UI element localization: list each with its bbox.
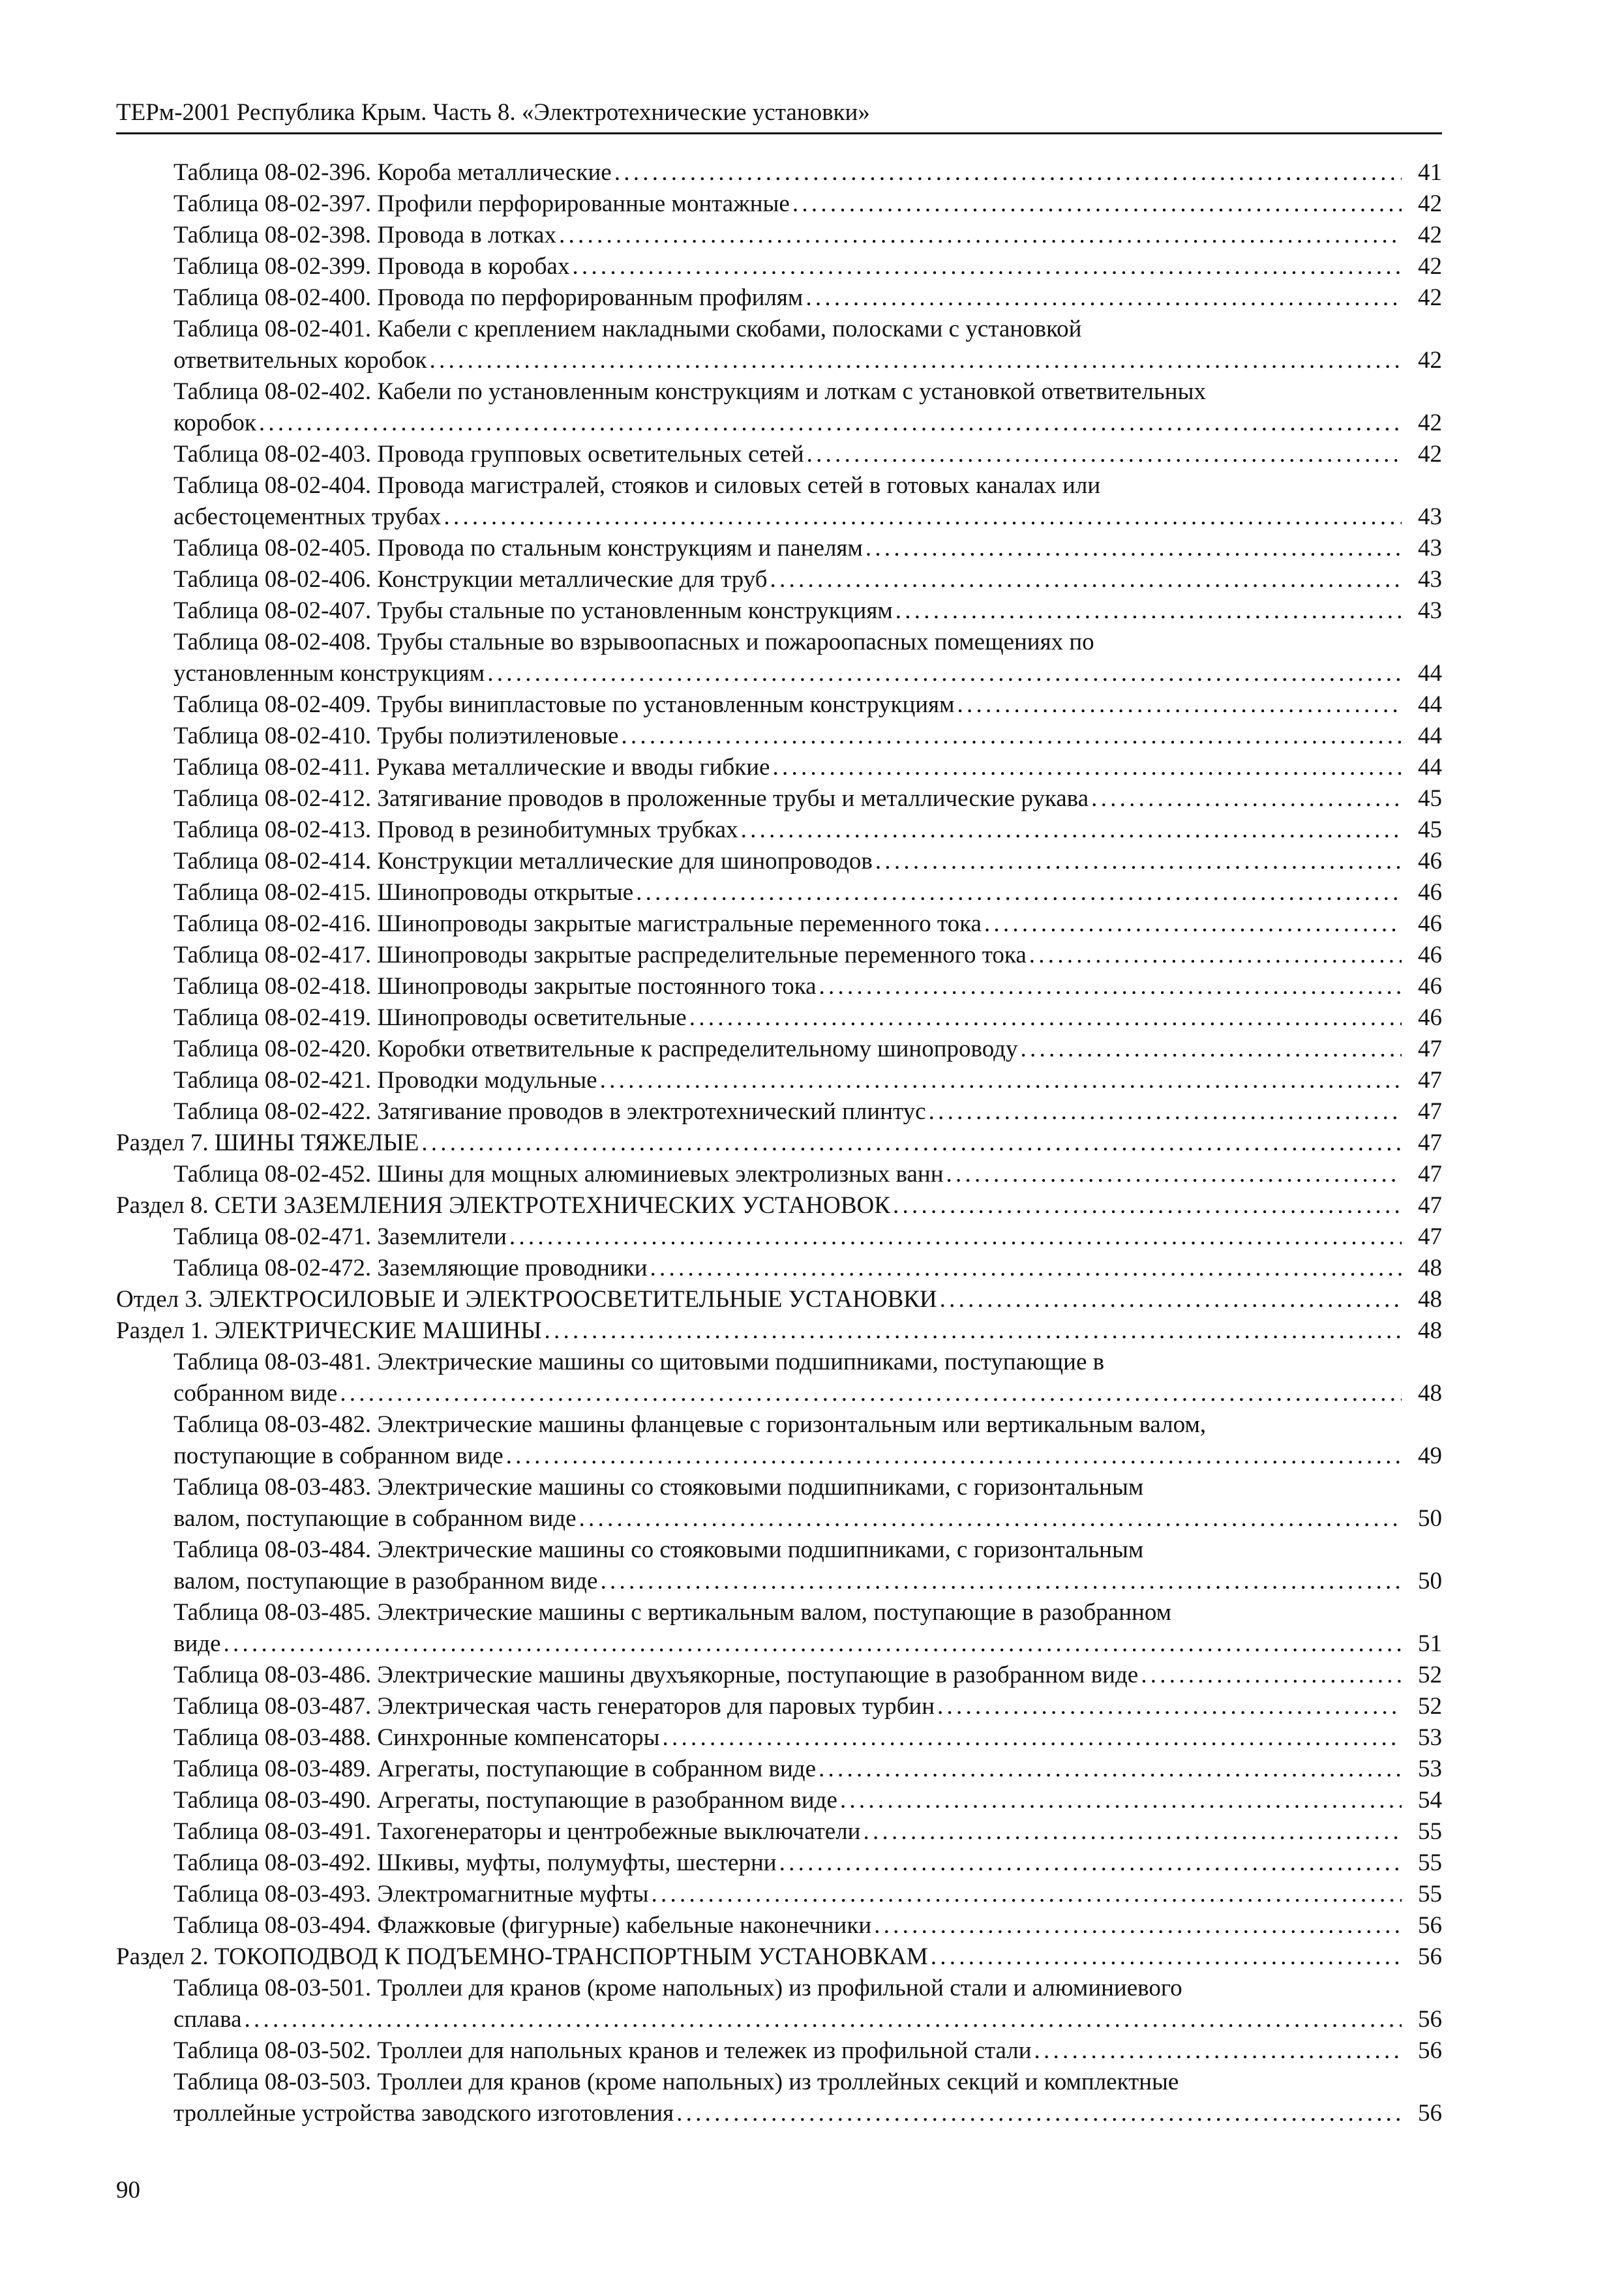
- dot-leader: [929, 1096, 1402, 1128]
- toc-entry-text: валом, поступающие в собранном виде: [173, 1505, 577, 1532]
- toc-page-number: 46: [1418, 973, 1442, 1000]
- toc-entry-text: Таблица 08-02-416. Шинопроводы закрытые магистральные переменного тока: [173, 910, 982, 937]
- dot-leader: [937, 1691, 1402, 1722]
- toc-page-number: 56: [1418, 2100, 1442, 2127]
- toc-section-entry[interactable]: [116, 1190, 1442, 1221]
- toc-table-entry[interactable]: [116, 1879, 1442, 1910]
- toc-entry-text: Таблица 08-03-493. Электромагнитные муфты: [173, 1881, 649, 1908]
- toc-page-number: 52: [1418, 1662, 1442, 1688]
- toc-page-number: 47: [1418, 1130, 1442, 1156]
- toc-section-entry[interactable]: [116, 1284, 1442, 1315]
- toc-entry-text: Таблица 08-03-503. Троллеи для кранов (кроме напольных) из троллейных секций и комплектные: [173, 2069, 1179, 2095]
- toc-table-entry[interactable]: [116, 188, 1442, 220]
- toc-page-number: 47: [1418, 1098, 1442, 1125]
- toc-table-entry[interactable]: [116, 940, 1442, 971]
- toc-entry-text: Раздел 7. ШИНЫ ТЯЖЕЛЫЕ: [116, 1130, 419, 1156]
- toc-entry-text: установленным конструкциям: [173, 660, 485, 687]
- toc-table-entry[interactable]: [116, 1722, 1442, 1754]
- toc-table-entry[interactable]: [116, 1096, 1442, 1128]
- toc-page-number: 53: [1418, 1724, 1442, 1751]
- dot-leader: [893, 1190, 1402, 1221]
- dot-leader: [895, 595, 1402, 627]
- toc-entry-text: Таблица 08-02-402. Кабели по установленным конструкциям и лоткам с установкой ответвительных: [173, 378, 1206, 405]
- toc-page-number: 51: [1418, 1630, 1442, 1657]
- dot-leader: [805, 282, 1402, 314]
- toc-table-entry[interactable]: [116, 1754, 1442, 1785]
- dot-leader: [863, 1816, 1402, 1848]
- dot-leader: [224, 1628, 1402, 1660]
- toc-page-number: 47: [1418, 1067, 1442, 1094]
- toc-page-number: 52: [1418, 1693, 1442, 1720]
- toc-entry-text: Таблица 08-02-408. Трубы стальные во взрывоопасных и пожароопасных помещениях по: [173, 629, 1094, 655]
- toc-entry-text: Таблица 08-02-407. Трубы стальные по установленным конструкциям: [173, 597, 893, 624]
- toc-entry-text: Таблица 08-03-484. Электрические машины со стояковыми подшипниками, с горизонтальным: [173, 1536, 1144, 1563]
- toc-entry-text: Таблица 08-02-410. Трубы полиэтиленовые: [173, 723, 619, 749]
- toc-entry-text: Раздел 1. ЭЛЕКТРИЧЕСКИЕ МАШИНЫ: [116, 1317, 542, 1344]
- toc-entry-text: Таблица 08-02-421. Проводки модульные: [173, 1067, 597, 1094]
- toc-page-number: 44: [1418, 660, 1442, 687]
- toc-table-entry[interactable]: [116, 1409, 1442, 1472]
- toc-entry-text: Таблица 08-02-419. Шинопроводы осветительные: [173, 1004, 687, 1031]
- dot-leader: [931, 1941, 1402, 1973]
- toc-table-entry[interactable]: [116, 1534, 1442, 1597]
- toc-page-number: 54: [1418, 1787, 1442, 1814]
- toc-table-entry[interactable]: [116, 877, 1442, 908]
- toc-table-entry[interactable]: [116, 721, 1442, 752]
- toc-page-number: 41: [1418, 159, 1442, 186]
- toc-page-number: 47: [1418, 1223, 1442, 1250]
- toc-page-number: 42: [1418, 410, 1442, 436]
- toc-entry-text: ответвительных коробок: [173, 347, 427, 374]
- dot-leader: [572, 251, 1402, 282]
- toc-table-entry[interactable]: [116, 470, 1442, 533]
- toc-entry-text: Таблица 08-02-404. Провода магистралей, стояков и силовых сетей в готовых каналах или: [173, 472, 1101, 499]
- toc-table-entry[interactable]: [116, 1159, 1442, 1190]
- toc-page-number: 55: [1418, 1881, 1442, 1908]
- toc-table-entry[interactable]: [116, 1002, 1442, 1034]
- dot-leader: [1091, 783, 1402, 815]
- toc-entry-text: коробок: [173, 410, 256, 436]
- toc-table-entry[interactable]: [116, 815, 1442, 846]
- toc-page-number: 42: [1418, 253, 1442, 280]
- toc-entry-text: троллейные устройства заводского изготовления: [173, 2100, 674, 2127]
- toc-page-number: 46: [1418, 910, 1442, 937]
- dot-leader: [840, 1785, 1402, 1816]
- dot-leader: [245, 2004, 1402, 2035]
- dot-leader: [614, 157, 1402, 188]
- toc-page-number: 42: [1418, 190, 1442, 217]
- dot-leader: [940, 1284, 1402, 1315]
- dot-leader: [444, 501, 1402, 533]
- toc-entry-text: Раздел 8. СЕТИ ЗАЗЕМЛЕНИЯ ЭЛЕКТРОТЕХНИЧЕСКИХ УСТАНОВОК: [116, 1192, 890, 1219]
- toc-page-number: 50: [1418, 1568, 1442, 1594]
- toc-page-number: 43: [1418, 597, 1442, 624]
- toc-page-number: 42: [1418, 284, 1442, 311]
- toc-table-entry[interactable]: [116, 689, 1442, 721]
- toc-entry-text: Таблица 08-02-403. Провода групповых осветительных сетей: [173, 441, 804, 468]
- dot-leader: [741, 815, 1402, 846]
- dot-leader: [819, 971, 1402, 1002]
- toc-table-entry[interactable]: [116, 627, 1442, 689]
- toc-table-entry[interactable]: [116, 971, 1442, 1002]
- toc-table-entry[interactable]: [116, 2035, 1442, 2067]
- toc-entry-text: Таблица 08-02-420. Коробки ответвительные к распределительному шинопроводу: [173, 1036, 1018, 1062]
- dot-leader: [600, 1566, 1402, 1597]
- toc-table-entry[interactable]: [116, 783, 1442, 815]
- dot-leader: [651, 1879, 1402, 1910]
- toc-page-number: 48: [1418, 1380, 1442, 1407]
- dot-leader: [865, 533, 1402, 564]
- toc-page-number: 56: [1418, 2037, 1442, 2064]
- toc-page-number: 50: [1418, 1505, 1442, 1532]
- dot-leader: [650, 1253, 1402, 1284]
- toc-entry-text: Таблица 08-02-422. Затягивание проводов в электротехнический плинтус: [173, 1098, 926, 1125]
- toc-table-entry[interactable]: [116, 1065, 1442, 1096]
- toc-entry-text: виде: [173, 1630, 221, 1657]
- toc-entry-text: Таблица 08-03-486. Электрические машины двухъякорные, поступающие в разобранном виде: [173, 1662, 1139, 1688]
- toc-section-entry[interactable]: [116, 1941, 1442, 1973]
- dot-leader: [340, 1378, 1402, 1409]
- toc-table-entry[interactable]: [116, 908, 1442, 940]
- toc-page-number: 47: [1418, 1036, 1442, 1062]
- toc-page-number: 55: [1418, 1818, 1442, 1845]
- toc-entry-text: Таблица 08-03-491. Тахогенераторы и центробежные выключатели: [173, 1818, 861, 1845]
- dot-leader: [545, 1315, 1402, 1347]
- toc-entry-text: Раздел 2. ТОКОПОДВОД К ПОДЪЕМНО-ТРАНСПОРТНЫМ УСТАНОВКАМ: [116, 1943, 928, 1970]
- toc-entry-text: Таблица 08-02-414. Конструкции металлические для шинопроводов: [173, 848, 873, 875]
- toc-entry-text: валом, поступающие в разобранном виде: [173, 1568, 598, 1594]
- toc-page-number: 45: [1418, 785, 1442, 812]
- dot-leader: [792, 188, 1402, 220]
- toc-page-number: 42: [1418, 222, 1442, 248]
- toc-page-number: 48: [1418, 1317, 1442, 1344]
- toc-entry-text: Таблица 08-02-417. Шинопроводы закрытые распределительные переменного тока: [173, 942, 1027, 968]
- dot-leader: [946, 1159, 1402, 1190]
- toc-table-entry[interactable]: [116, 1973, 1442, 2035]
- dot-leader: [579, 1503, 1402, 1534]
- toc-entry-text: сплава: [173, 2006, 242, 2033]
- dot-leader: [506, 1441, 1402, 1472]
- toc-entry-text: Таблица 08-03-490. Агрегаты, поступающие в разобранном виде: [173, 1787, 837, 1814]
- toc-table-entry[interactable]: [116, 251, 1442, 282]
- toc-entry-text: Таблица 08-03-485. Электрические машины с вертикальным валом, поступающие в разобранном: [173, 1599, 1172, 1626]
- toc-entry-text: Таблица 08-02-397. Профили перфорированные монтажные: [173, 190, 790, 217]
- toc-entry-text: Таблица 08-02-418. Шинопроводы закрытые постоянного тока: [173, 973, 817, 1000]
- toc-table-entry[interactable]: [116, 1910, 1442, 1941]
- dot-leader: [807, 439, 1402, 470]
- toc-section-entry[interactable]: [116, 1128, 1442, 1159]
- dot-leader: [430, 345, 1402, 376]
- dot-leader: [676, 2098, 1402, 2129]
- toc-entry-text: Таблица 08-02-452. Шины для мощных алюминиевых электролизных ванн: [173, 1161, 944, 1188]
- dot-leader: [1029, 940, 1402, 971]
- toc-page-number: 56: [1418, 2006, 1442, 2033]
- toc-page-number: 44: [1418, 691, 1442, 718]
- toc-table-entry[interactable]: [116, 1848, 1442, 1879]
- toc-page-number: 47: [1418, 1192, 1442, 1219]
- dot-leader: [559, 220, 1402, 251]
- toc-page-number: 43: [1418, 535, 1442, 561]
- toc-page-number: 55: [1418, 1849, 1442, 1876]
- dot-leader: [1021, 1034, 1402, 1065]
- toc-table-entry[interactable]: [116, 157, 1442, 188]
- toc-page-number: 48: [1418, 1255, 1442, 1281]
- toc-table-entry[interactable]: [116, 282, 1442, 314]
- toc-entry-text: Таблица 08-02-472. Заземляющие проводники: [173, 1255, 648, 1281]
- toc-entry-text: Таблица 08-02-471. Заземлители: [173, 1223, 507, 1250]
- toc-table-entry[interactable]: [116, 1660, 1442, 1691]
- header-rule: [116, 132, 1442, 134]
- toc-page-number: 56: [1418, 1912, 1442, 1939]
- toc-page-number: 45: [1418, 816, 1442, 843]
- toc-page-number: 49: [1418, 1443, 1442, 1469]
- toc-entry-text: Таблица 08-02-409. Трубы винипластовые по установленным конструкциям: [173, 691, 955, 718]
- dot-leader: [259, 408, 1402, 439]
- toc-page-number: 42: [1418, 347, 1442, 374]
- toc-entry-text: Таблица 08-03-492. Шкивы, муфты, полумуфты, шестерни: [173, 1849, 777, 1876]
- toc-table-entry[interactable]: [116, 564, 1442, 595]
- toc-table-entry[interactable]: [116, 752, 1442, 783]
- toc-entry-text: Таблица 08-03-488. Синхронные компенсаторы: [173, 1724, 660, 1751]
- toc-table-entry[interactable]: [116, 1691, 1442, 1722]
- toc-table-entry[interactable]: [116, 2067, 1442, 2129]
- dot-leader: [421, 1128, 1402, 1159]
- toc-table-entry[interactable]: [116, 439, 1442, 470]
- toc-entry-text: Таблица 08-03-481. Электрические машины со щитовыми подшипниками, поступающие в: [173, 1349, 1105, 1375]
- toc-entry-text: Таблица 08-03-483. Электрические машины со стояковыми подшипниками, с горизонтальным: [173, 1474, 1144, 1501]
- toc-page-number: 48: [1418, 1286, 1442, 1313]
- dot-leader: [621, 721, 1402, 752]
- toc-page-number: 44: [1418, 754, 1442, 781]
- dot-leader: [689, 1002, 1402, 1034]
- dot-leader: [663, 1722, 1402, 1754]
- toc-table-entry[interactable]: [116, 220, 1442, 251]
- toc-entry-text: собранном виде: [173, 1380, 338, 1407]
- dot-leader: [600, 1065, 1402, 1096]
- toc-page-number: 46: [1418, 848, 1442, 875]
- toc-page-number: 56: [1418, 1943, 1442, 1970]
- toc-page-number: 43: [1418, 566, 1442, 593]
- toc-entry-text: Таблица 08-02-406. Конструкции металлические для труб: [173, 566, 768, 593]
- table-of-contents: [116, 157, 1442, 2129]
- toc-table-entry[interactable]: [116, 595, 1442, 627]
- toc-table-entry[interactable]: [116, 1597, 1442, 1660]
- dot-leader: [770, 564, 1402, 595]
- toc-table-entry[interactable]: [116, 1816, 1442, 1848]
- toc-page-number: 46: [1418, 879, 1442, 906]
- toc-entry-text: Таблица 08-02-415. Шинопроводы открытые: [173, 879, 634, 906]
- toc-page-number: 46: [1418, 1004, 1442, 1031]
- dot-leader: [874, 1910, 1402, 1941]
- toc-entry-text: Таблица 08-02-411. Рукава металлические и вводы гибкие: [173, 754, 770, 781]
- toc-page-number: 46: [1418, 942, 1442, 968]
- dot-leader: [1141, 1660, 1402, 1691]
- dot-leader: [779, 1848, 1402, 1879]
- toc-entry-text: асбестоцементных трубах: [173, 503, 442, 530]
- toc-table-entry[interactable]: [116, 376, 1442, 439]
- toc-entry-text: Таблица 08-02-399. Провода в коробах: [173, 253, 570, 280]
- toc-entry-text: Таблица 08-02-413. Провод в резинобитумных трубках: [173, 816, 738, 843]
- dot-leader: [509, 1221, 1402, 1253]
- toc-section-entry[interactable]: [116, 1315, 1442, 1347]
- toc-table-entry[interactable]: [116, 1221, 1442, 1253]
- dot-leader: [957, 689, 1402, 721]
- page-number: 90: [116, 2177, 140, 2204]
- toc-entry-text: Таблица 08-02-405. Провода по стальным конструкциям и панелям: [173, 535, 863, 561]
- toc-entry-text: Таблица 08-02-401. Кабели с креплением накладными скобами, полосками с установкой: [173, 316, 1082, 342]
- toc-entry-text: Таблица 08-02-400. Провода по перфорированным профилям: [173, 284, 804, 311]
- toc-entry-text: Таблица 08-03-489. Агрегаты, поступающие в собранном виде: [173, 1756, 816, 1782]
- running-header: ТЕРм-2001 Республика Крым. Часть 8. «Электротехнические установки»: [116, 99, 870, 126]
- dot-leader: [875, 846, 1402, 877]
- toc-table-entry[interactable]: [116, 1253, 1442, 1284]
- toc-entry-text: Отдел 3. ЭЛЕКТРОСИЛОВЫЕ И ЭЛЕКТРООСВЕТИТЕЛЬНЫЕ УСТАНОВКИ: [116, 1286, 937, 1313]
- toc-entry-text: Таблица 08-02-398. Провода в лотках: [173, 222, 556, 248]
- toc-page-number: 43: [1418, 503, 1442, 530]
- toc-page-number: 47: [1418, 1161, 1442, 1188]
- toc-table-entry[interactable]: [116, 1472, 1442, 1534]
- toc-table-entry[interactable]: [116, 533, 1442, 564]
- dot-leader: [984, 908, 1402, 940]
- toc-entry-text: Таблица 08-03-482. Электрические машины фланцевые с горизонтальным или вертикальным валом,: [173, 1411, 1207, 1438]
- toc-table-entry[interactable]: [116, 1347, 1442, 1409]
- dot-leader: [819, 1754, 1402, 1785]
- toc-table-entry[interactable]: [116, 314, 1442, 376]
- toc-table-entry[interactable]: [116, 1034, 1442, 1065]
- toc-entry-text: Таблица 08-02-396. Короба металлические: [173, 159, 612, 186]
- toc-page-number: 42: [1418, 441, 1442, 468]
- dot-leader: [772, 752, 1402, 783]
- dot-leader: [636, 877, 1402, 908]
- toc-table-entry[interactable]: [116, 846, 1442, 877]
- toc-table-entry[interactable]: [116, 1785, 1442, 1816]
- toc-entry-text: Таблица 08-03-494. Флажковые (фигурные) кабельные наконечники: [173, 1912, 872, 1939]
- toc-page-number: 44: [1418, 723, 1442, 749]
- toc-page-number: 53: [1418, 1756, 1442, 1782]
- toc-entry-text: Таблица 08-03-487. Электрическая часть генераторов для паровых турбин: [173, 1693, 935, 1720]
- toc-entry-text: Таблица 08-02-412. Затягивание проводов в проложенные трубы и металлические рукава: [173, 785, 1089, 812]
- dot-leader: [487, 658, 1402, 689]
- toc-entry-text: Таблица 08-03-501. Троллеи для кранов (кроме напольных) из профильной стали и алюминиевого: [173, 1975, 1182, 2001]
- dot-leader: [1034, 2035, 1402, 2067]
- toc-entry-text: поступающие в собранном виде: [173, 1443, 504, 1469]
- toc-entry-text: Таблица 08-03-502. Троллеи для напольных кранов и тележек из профильной стали: [173, 2037, 1032, 2064]
